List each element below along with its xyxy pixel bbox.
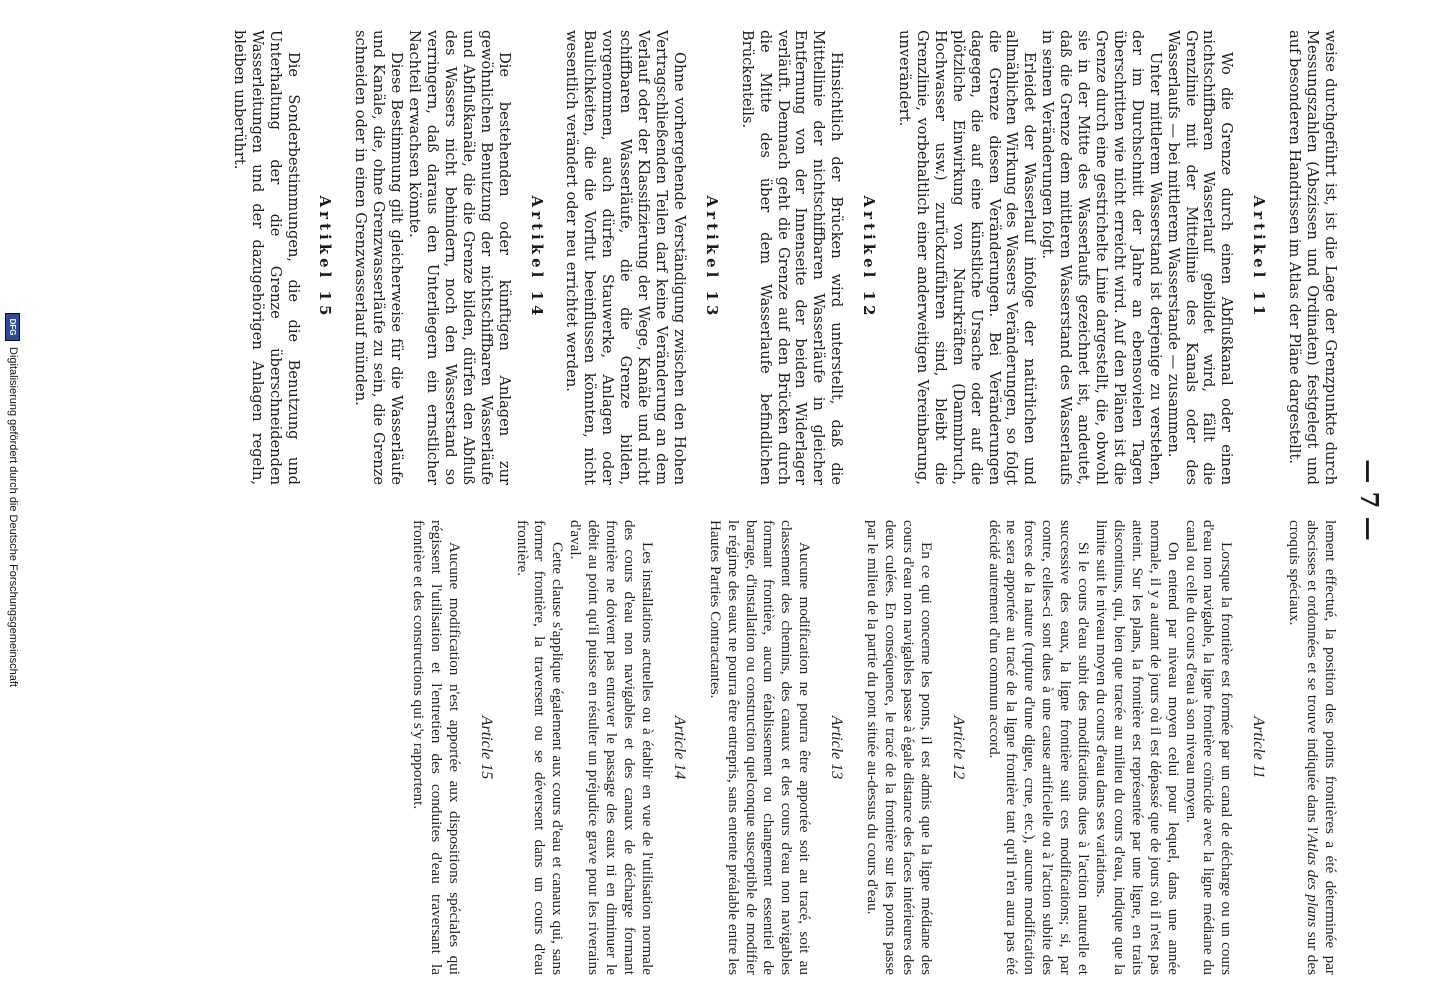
german-article-11-paragraph: Erleidet der Wasserlauf infolge der natürlichen und allmählichen Wirkung des Wassers Veränderungen, so folgt die Grenze diesen Veränderungen. Bei Veränderungen dagegen, die auf eine künstliche Ursache oder auf die plötzliche Einwirkung von Naturkräften (Dammbruch, Hochwasser usw.) zurückzuführen sind, bleibt die Grenzlinie, vorbehaltlich einer anderweitigen Vereinbarung, unverändert. [896, 30, 1039, 485]
french-article-14-paragraph: Cette clause s'applique également aux cours d'eau et canaux qui, sans former frontière, la traversent ou se déversent dans un cours d'eau frontière. [513, 520, 567, 975]
digitization-footer [0, 0, 26, 1000]
french-article-13-title: Article 13 [828, 715, 846, 780]
german-article-13-paragraph: Ohne vorhergehende Verständigung zwischen den Hohen Vertragschließenden Teilen darf keine Veränderung an dem Verlauf oder der Klassifizierung der Wege, Kanäle und nicht schiffbaren Wasserläufe, die die Grenze bilden, vorgenommen, auch dürfen Stauwerke, Anlagen oder Baulichkeiten, die die Vorflut beeinflussen könnten, nicht wesentlich verändert oder neu errichtet werden. [563, 30, 688, 485]
french-article-13-paragraph: Aucune modification ne pourra être apportée soit au tracé, soit au classement des chemins, des canaux et des cours d'eau non navigables formant frontière, aucun établissement ou changement essentiel de barrage, d'installation ou construction quelconque susceptible de modifier le régime des eaux ne pourra être entrepris, sans entente préalable entre les Hautes Parties Contractantes. [706, 520, 814, 975]
french-article-12-title: Article 12 [949, 715, 967, 780]
german-article-11-paragraph: Unter mittlerem Wasserstand ist derjenige zu verstehen, der im Durchschnitt der Jahre an ebensovielen Tagen überschritten wie nicht erreicht wird. Auf den Plänen ist die Grenze durch eine gestrichelte Linie dargestellt, die, obwohl sie in der Mitte des Wasserlaufs gezeichnet ist, andeutet, daß die Grenze dem mittleren Wasserstand des Wasserlaufs in seinen Veränderungen folgt. [1039, 30, 1164, 485]
german-article-14-paragraph: Die bestehenden oder künftigen Anlagen zur gewöhnlichen Benutzung der nichtschiffbaren Wasserläufe und Abflußkanäle, die die Grenze bilden, dürfen den Abfluß des Wassers nicht behindern, noch den Wasserstand so verringern, daß daraus den Unterliegern ein ernstlicher Nachteil erwachsen könnte. [406, 30, 513, 485]
french-article-14-title: Article 14 [670, 715, 688, 780]
french-article-11-paragraph: Lorsque la frontière est formée par un canal de décharge ou un cours d'eau non navigable, la ligne frontière coïncide avec la ligne médiane du canal ou celle du cours d'eau à son niveau moyen. [1182, 520, 1236, 975]
french-article-12-paragraph: En ce qui concerne les ponts, il est admis que la ligne médiane des cours d'eau non navigables passe à égale distance des faces intérieures des deux culées. En conséquence, le tracé de la frontière sur les ponts passe par le milieu de la partie du pont située au-dessus du cours d'eau. [864, 520, 935, 975]
french-article-11-title: Article 11 [1250, 716, 1268, 779]
german-article-14-paragraph: Diese Bestimmung gilt gleicherweise für die Wasserläufe und Kanäle, die, ohne Grenzwasserläufe zu sein, die Grenze schneiden oder in einen Grenzwasserlauf münden. [352, 30, 406, 485]
atlas-title: Atlas des plans [1304, 834, 1322, 928]
german-continuation: weise durchgeführt ist, ist die Lage der Grenzpunkte durch Messungszahlen (Abszissen und Ordinaten) festgelegt und auf besonderen Handrissen im Atlas der Pläne dargestellt. [1286, 30, 1339, 485]
german-article-13-title: Artikel 13 [702, 195, 721, 320]
german-column [40, 30, 1339, 485]
french-continuation-text: lement effectué, la position des points frontières a été déterminée par abscisses et ordonnées et se trouve indiquée dans l' [1304, 520, 1339, 975]
german-article-12-paragraph: Hinsichtlich der Brücken wird unterstellt, daß die Mittellinie der nichtschiffbaren Wasserläufe in gleicher Entfernung von der Innenseite der beiden Widerlager verläuft. Demnach geht die Grenze auf den Brücken durch die Mitte des über dem Wasserlaufe befindlichen Brückenteils. [738, 30, 846, 485]
french-article-15-title: Article 15 [477, 715, 495, 780]
french-article-14-paragraph: Les installations actuelles ou à établir en vue de l'utilisation normale des cours d'eau non navigables et des canaux de décharge formant frontière ne doivent pas entraver le passage des eaux ni en diminuer le débit au point qu'il puisse en résulter un préjudice grave pour les riverains d'aval. [567, 520, 656, 975]
french-article-11-paragraph: Si le cours d'eau subit des modifications dues à l'action naturelle et successive des eaux, la ligne frontière suit ces modifications; si, par contre, celles-ci sont dues à une cause artificielle ou à l'action subite des forces de la nature (rupture d'une digue, crue, etc.), aucune modification ne sera apportée au tracé de la ligne frontière tant qu'il n'en aura pas été décidé autrement d'un commun accord. [985, 520, 1093, 975]
french-continuation [1285, 520, 1339, 975]
german-article-15-paragraph: Die Sonderbestimmungen, die die Benutzung und Unterhaltung der die Grenze überschneidenden Wasserleitungen und der dazugehörigen Anlagen regeln, bleiben unberührt. [230, 30, 302, 485]
french-column [40, 520, 1339, 975]
dfg-logo: DFG [6, 313, 21, 341]
french-article-15-paragraph: Aucune modification n'est apportée aux dispositions spéciales qui régissent l'utilisation et l'entretien des conduites d'eau traversant la frontière et des constructions qui s'y rapportent. [409, 520, 463, 975]
french-continuation-text: sur des croquis spéciaux. [1286, 520, 1322, 975]
french-article-11-paragraph: On entend par niveau moyen celui pour lequel, dans une année normale, il y a autant de jours où il est dépassé que de jours où il n'est pas atteint. Sur les plans, la frontière est représentée par une ligne, en traits discontinus, qui, bien que tracée au milieu du cours d'eau, indique que la limite suit le niveau moyen du cours d'eau dans ses variations. [1093, 520, 1182, 975]
german-article-11-title: Artikel 11 [1250, 195, 1269, 320]
german-article-12-title: Artikel 12 [860, 195, 879, 320]
german-article-15-title: Artikel 15 [316, 195, 335, 320]
page-number: — 7 — [1355, 459, 1384, 541]
german-article-14-title: Artikel 14 [527, 195, 546, 320]
german-article-11-paragraph: Wo die Grenze durch einen Abflußkanal oder einen nichtschiffbaren Wasserlauf gebildet wird, fällt die Grenzlinie mit der Mittellinie des Kanals oder des Wasserlaufs — bei mittlerem Wasserstande — zusammen. [1164, 30, 1236, 485]
footer-credit: Digitalisierung gefördert durch die Deutsche Forschungsgemeinschaft [7, 347, 19, 687]
